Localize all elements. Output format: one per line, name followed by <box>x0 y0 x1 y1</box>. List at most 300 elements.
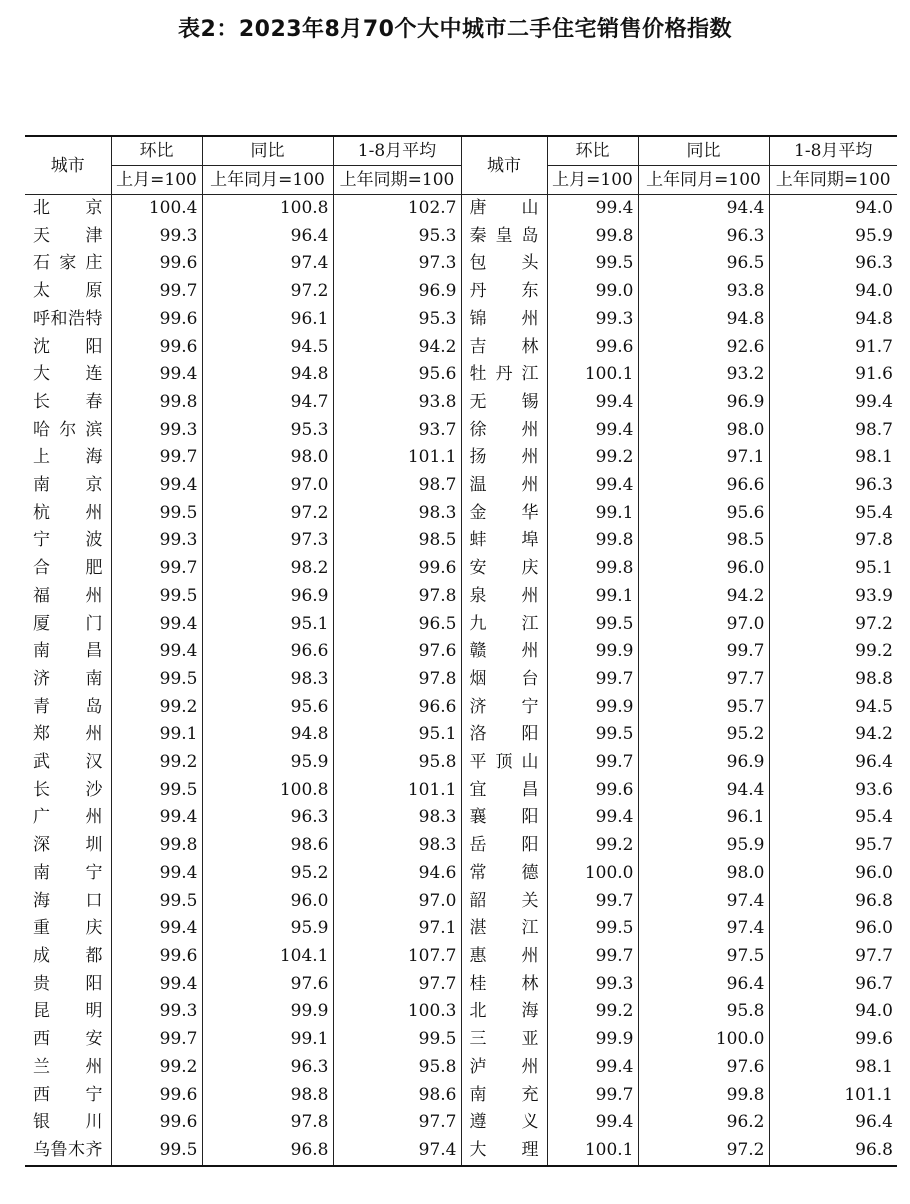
table-row <box>25 1026 897 1054</box>
avg-cell: 91.6 <box>769 361 897 389</box>
city-cell: 大连 <box>25 361 111 389</box>
table-row <box>25 1054 897 1082</box>
mom-cell: 99.4 <box>111 611 202 639</box>
yoy-cell: 94.4 <box>638 777 769 805</box>
city-cell: 济南 <box>25 666 111 694</box>
avg-cell: 96.9 <box>333 278 461 306</box>
table-row <box>25 666 897 694</box>
table-row <box>25 223 897 251</box>
yoy-base-right: 上年同月=100 <box>638 166 769 195</box>
yoy-cell: 98.5 <box>638 527 769 555</box>
mom-cell: 99.2 <box>547 998 638 1026</box>
city-cell: 乌鲁木齐 <box>25 1137 111 1166</box>
avg-cell: 95.3 <box>333 223 461 251</box>
yoy-cell: 94.4 <box>638 195 769 223</box>
avg-cell: 96.8 <box>769 1137 897 1166</box>
city-cell: 赣州 <box>461 638 547 666</box>
avg-cell: 96.6 <box>333 694 461 722</box>
yoy-cell: 97.8 <box>202 1109 333 1137</box>
avg-cell: 95.4 <box>769 500 897 528</box>
mom-cell: 99.4 <box>547 389 638 417</box>
avg-cell: 93.6 <box>769 777 897 805</box>
table-row <box>25 694 897 722</box>
avg-cell: 100.3 <box>333 998 461 1026</box>
mom-cell: 99.4 <box>111 472 202 500</box>
city-cell: 青岛 <box>25 694 111 722</box>
mom-cell: 99.8 <box>111 389 202 417</box>
city-cell: 济宁 <box>461 694 547 722</box>
yoy-cell: 96.6 <box>638 472 769 500</box>
mom-cell: 99.7 <box>111 555 202 583</box>
city-cell: 金华 <box>461 500 547 528</box>
city-cell: 贵阳 <box>25 971 111 999</box>
city-cell: 北海 <box>461 998 547 1026</box>
mom-base-left: 上月=100 <box>111 166 202 195</box>
table-row <box>25 638 897 666</box>
mom-cell: 100.1 <box>547 1137 638 1166</box>
yoy-cell: 96.0 <box>638 555 769 583</box>
table-row <box>25 527 897 555</box>
city-cell: 襄阳 <box>461 804 547 832</box>
yoy-cell: 93.8 <box>638 278 769 306</box>
avg-cell: 97.4 <box>333 1137 461 1166</box>
mom-cell: 99.7 <box>547 749 638 777</box>
city-cell: 西安 <box>25 1026 111 1054</box>
yoy-cell: 97.2 <box>202 500 333 528</box>
yoy-cell: 96.9 <box>638 749 769 777</box>
yoy-cell: 96.9 <box>638 389 769 417</box>
avg-cell: 97.8 <box>769 527 897 555</box>
mom-cell: 99.4 <box>547 1054 638 1082</box>
city-cell: 深圳 <box>25 832 111 860</box>
table-row <box>25 361 897 389</box>
city-cell: 宜昌 <box>461 777 547 805</box>
city-cell: 长春 <box>25 389 111 417</box>
mom-cell: 99.7 <box>547 1082 638 1110</box>
city-header-left: 城市 <box>25 136 111 195</box>
mom-cell: 99.6 <box>111 306 202 334</box>
yoy-cell: 98.0 <box>638 417 769 445</box>
avg-cell: 95.6 <box>333 361 461 389</box>
table-row <box>25 777 897 805</box>
city-cell: 银川 <box>25 1109 111 1137</box>
avg-cell: 97.8 <box>333 583 461 611</box>
city-cell: 福州 <box>25 583 111 611</box>
yoy-cell: 100.8 <box>202 777 333 805</box>
avg-cell: 94.6 <box>333 860 461 888</box>
yoy-cell: 97.1 <box>638 444 769 472</box>
city-cell: 沈阳 <box>25 334 111 362</box>
avg-cell: 93.8 <box>333 389 461 417</box>
city-cell: 泉州 <box>461 583 547 611</box>
city-cell: 遵义 <box>461 1109 547 1137</box>
yoy-cell: 92.6 <box>638 334 769 362</box>
avg-base-left: 上年同期=100 <box>333 166 461 195</box>
city-cell: 唐山 <box>461 195 547 223</box>
table-row <box>25 804 897 832</box>
yoy-cell: 96.1 <box>638 804 769 832</box>
mom-cell: 99.4 <box>111 361 202 389</box>
mom-cell: 99.6 <box>111 334 202 362</box>
avg-cell: 93.9 <box>769 583 897 611</box>
yoy-cell: 96.1 <box>202 306 333 334</box>
city-cell: 南充 <box>461 1082 547 1110</box>
city-cell: 成都 <box>25 943 111 971</box>
mom-cell: 99.1 <box>547 500 638 528</box>
yoy-cell: 97.3 <box>202 527 333 555</box>
mom-cell: 99.1 <box>111 721 202 749</box>
mom-cell: 99.5 <box>547 611 638 639</box>
table-body <box>25 195 897 1166</box>
mom-cell: 99.7 <box>111 278 202 306</box>
table-row <box>25 500 897 528</box>
yoy-cell: 94.2 <box>638 583 769 611</box>
yoy-cell: 104.1 <box>202 943 333 971</box>
avg-cell: 97.7 <box>333 971 461 999</box>
yoy-cell: 99.9 <box>202 998 333 1026</box>
yoy-cell: 97.6 <box>202 971 333 999</box>
city-cell: 锦州 <box>461 306 547 334</box>
avg-cell: 98.1 <box>769 444 897 472</box>
yoy-cell: 100.0 <box>638 1026 769 1054</box>
table-row <box>25 306 897 334</box>
city-cell: 韶关 <box>461 888 547 916</box>
yoy-cell: 95.6 <box>638 500 769 528</box>
city-cell: 牡丹江 <box>461 361 547 389</box>
city-cell: 蚌埠 <box>461 527 547 555</box>
avg-cell: 97.7 <box>333 1109 461 1137</box>
yoy-cell: 95.9 <box>202 915 333 943</box>
mom-cell: 99.5 <box>111 1137 202 1166</box>
table-row <box>25 583 897 611</box>
avg-cell: 96.5 <box>333 611 461 639</box>
mom-cell: 99.7 <box>547 666 638 694</box>
city-cell: 秦皇岛 <box>461 223 547 251</box>
city-cell: 安庆 <box>461 555 547 583</box>
table-row <box>25 278 897 306</box>
avg-cell: 97.6 <box>333 638 461 666</box>
city-cell: 温州 <box>461 472 547 500</box>
avg-cell: 95.7 <box>769 832 897 860</box>
avg-cell: 98.7 <box>769 417 897 445</box>
mom-cell: 99.1 <box>547 583 638 611</box>
yoy-cell: 99.7 <box>638 638 769 666</box>
mom-cell: 99.8 <box>547 555 638 583</box>
mom-cell: 99.5 <box>547 915 638 943</box>
mom-cell: 99.3 <box>111 223 202 251</box>
yoy-cell: 96.3 <box>202 804 333 832</box>
mom-header-right: 环比 <box>547 136 638 166</box>
city-cell: 扬州 <box>461 444 547 472</box>
yoy-cell: 99.1 <box>202 1026 333 1054</box>
mom-cell: 99.9 <box>547 638 638 666</box>
city-cell: 宁波 <box>25 527 111 555</box>
yoy-cell: 97.4 <box>638 915 769 943</box>
yoy-cell: 97.6 <box>638 1054 769 1082</box>
mom-cell: 99.4 <box>547 804 638 832</box>
city-cell: 杭州 <box>25 500 111 528</box>
avg-cell: 96.4 <box>769 749 897 777</box>
mom-cell: 99.0 <box>547 278 638 306</box>
city-cell: 南京 <box>25 472 111 500</box>
yoy-cell: 98.8 <box>202 1082 333 1110</box>
table-row <box>25 417 897 445</box>
avg-cell: 95.8 <box>333 749 461 777</box>
city-cell: 重庆 <box>25 915 111 943</box>
mom-cell: 99.4 <box>111 860 202 888</box>
avg-base-right: 上年同期=100 <box>769 166 897 195</box>
city-cell: 包头 <box>461 250 547 278</box>
table-row <box>25 611 897 639</box>
avg-cell: 94.5 <box>769 694 897 722</box>
table-row <box>25 971 897 999</box>
city-cell: 九江 <box>461 611 547 639</box>
avg-cell: 95.3 <box>333 306 461 334</box>
mom-cell: 99.2 <box>547 832 638 860</box>
city-header-right: 城市 <box>461 136 547 195</box>
city-cell: 南宁 <box>25 860 111 888</box>
yoy-cell: 96.3 <box>202 1054 333 1082</box>
yoy-cell: 95.9 <box>202 749 333 777</box>
city-cell: 兰州 <box>25 1054 111 1082</box>
yoy-cell: 98.6 <box>202 832 333 860</box>
price-index-table <box>25 135 897 1167</box>
table-row <box>25 998 897 1026</box>
mom-cell: 99.8 <box>547 223 638 251</box>
mom-cell: 99.6 <box>547 334 638 362</box>
mom-cell: 100.1 <box>547 361 638 389</box>
mom-cell: 99.5 <box>547 250 638 278</box>
table-row <box>25 334 897 362</box>
mom-cell: 99.7 <box>111 1026 202 1054</box>
table-row <box>25 943 897 971</box>
avg-cell: 96.4 <box>769 1109 897 1137</box>
yoy-cell: 96.4 <box>202 223 333 251</box>
mom-cell: 99.2 <box>547 444 638 472</box>
mom-cell: 99.3 <box>547 306 638 334</box>
avg-cell: 98.3 <box>333 500 461 528</box>
mom-cell: 99.5 <box>111 777 202 805</box>
avg-header-left: 1-8月平均 <box>333 136 461 166</box>
mom-cell: 99.6 <box>111 1109 202 1137</box>
yoy-cell: 95.2 <box>202 860 333 888</box>
yoy-cell: 95.9 <box>638 832 769 860</box>
mom-cell: 99.4 <box>111 915 202 943</box>
city-cell: 南昌 <box>25 638 111 666</box>
avg-cell: 97.3 <box>333 250 461 278</box>
mom-cell: 100.4 <box>111 195 202 223</box>
mom-cell: 99.4 <box>547 417 638 445</box>
city-cell: 三亚 <box>461 1026 547 1054</box>
yoy-cell: 96.8 <box>202 1137 333 1166</box>
avg-cell: 99.6 <box>769 1026 897 1054</box>
city-cell: 海口 <box>25 888 111 916</box>
avg-cell: 96.3 <box>769 250 897 278</box>
city-cell: 武汉 <box>25 749 111 777</box>
avg-cell: 96.7 <box>769 971 897 999</box>
table-row <box>25 721 897 749</box>
avg-cell: 101.1 <box>333 777 461 805</box>
avg-cell: 99.2 <box>769 638 897 666</box>
avg-cell: 98.3 <box>333 832 461 860</box>
yoy-cell: 95.8 <box>638 998 769 1026</box>
avg-cell: 97.0 <box>333 888 461 916</box>
table-row <box>25 555 897 583</box>
mom-cell: 99.4 <box>547 472 638 500</box>
table-row <box>25 915 897 943</box>
mom-cell: 99.4 <box>111 971 202 999</box>
mom-cell: 99.2 <box>111 749 202 777</box>
table-row <box>25 1137 897 1166</box>
mom-cell: 99.3 <box>547 971 638 999</box>
yoy-cell: 96.6 <box>202 638 333 666</box>
table-row <box>25 1109 897 1137</box>
yoy-cell: 96.0 <box>202 888 333 916</box>
mom-cell: 99.3 <box>111 527 202 555</box>
mom-cell: 99.7 <box>547 888 638 916</box>
avg-cell: 94.8 <box>769 306 897 334</box>
mom-cell: 99.2 <box>111 694 202 722</box>
avg-cell: 94.2 <box>333 334 461 362</box>
city-cell: 桂林 <box>461 971 547 999</box>
yoy-cell: 97.0 <box>202 472 333 500</box>
avg-cell: 95.1 <box>333 721 461 749</box>
avg-cell: 95.4 <box>769 804 897 832</box>
city-cell: 烟台 <box>461 666 547 694</box>
avg-cell: 97.8 <box>333 666 461 694</box>
mom-cell: 99.5 <box>111 666 202 694</box>
mom-cell: 99.6 <box>111 943 202 971</box>
city-cell: 常德 <box>461 860 547 888</box>
avg-cell: 98.3 <box>333 804 461 832</box>
table-row <box>25 444 897 472</box>
mom-cell: 99.7 <box>547 943 638 971</box>
yoy-cell: 96.2 <box>638 1109 769 1137</box>
avg-cell: 91.7 <box>769 334 897 362</box>
avg-cell: 96.8 <box>769 888 897 916</box>
avg-cell: 99.6 <box>333 555 461 583</box>
mom-header-left: 环比 <box>111 136 202 166</box>
table-row <box>25 749 897 777</box>
avg-cell: 99.5 <box>333 1026 461 1054</box>
mom-cell: 99.5 <box>111 500 202 528</box>
table-row <box>25 832 897 860</box>
avg-cell: 98.7 <box>333 472 461 500</box>
yoy-cell: 97.7 <box>638 666 769 694</box>
yoy-cell: 97.4 <box>638 888 769 916</box>
avg-cell: 94.2 <box>769 721 897 749</box>
city-cell: 岳阳 <box>461 832 547 860</box>
city-cell: 天津 <box>25 223 111 251</box>
avg-cell: 102.7 <box>333 195 461 223</box>
avg-cell: 93.7 <box>333 417 461 445</box>
yoy-cell: 96.3 <box>638 223 769 251</box>
yoy-cell: 96.5 <box>638 250 769 278</box>
city-cell: 北京 <box>25 195 111 223</box>
city-cell: 长沙 <box>25 777 111 805</box>
table-row <box>25 250 897 278</box>
yoy-cell: 95.7 <box>638 694 769 722</box>
mom-cell: 99.3 <box>111 998 202 1026</box>
yoy-cell: 97.5 <box>638 943 769 971</box>
avg-cell: 101.1 <box>769 1082 897 1110</box>
table-row <box>25 1082 897 1110</box>
avg-cell: 95.1 <box>769 555 897 583</box>
yoy-cell: 98.2 <box>202 555 333 583</box>
table-row <box>25 195 897 223</box>
avg-cell: 96.0 <box>769 860 897 888</box>
avg-cell: 98.6 <box>333 1082 461 1110</box>
table-row <box>25 472 897 500</box>
yoy-cell: 94.7 <box>202 389 333 417</box>
avg-cell: 95.9 <box>769 223 897 251</box>
mom-cell: 100.0 <box>547 860 638 888</box>
mom-cell: 99.4 <box>111 638 202 666</box>
city-cell: 昆明 <box>25 998 111 1026</box>
avg-cell: 98.8 <box>769 666 897 694</box>
yoy-cell: 97.0 <box>638 611 769 639</box>
avg-cell: 94.0 <box>769 278 897 306</box>
yoy-cell: 96.4 <box>638 971 769 999</box>
city-cell: 无锡 <box>461 389 547 417</box>
yoy-cell: 94.8 <box>202 721 333 749</box>
mom-cell: 99.4 <box>547 195 638 223</box>
avg-cell: 97.7 <box>769 943 897 971</box>
avg-cell: 98.5 <box>333 527 461 555</box>
city-cell: 泸州 <box>461 1054 547 1082</box>
mom-cell: 99.4 <box>547 1109 638 1137</box>
mom-cell: 99.4 <box>111 804 202 832</box>
mom-cell: 99.6 <box>547 777 638 805</box>
yoy-cell: 97.2 <box>202 278 333 306</box>
city-cell: 太原 <box>25 278 111 306</box>
avg-cell: 96.0 <box>769 915 897 943</box>
mom-cell: 99.2 <box>111 1054 202 1082</box>
avg-cell: 107.7 <box>333 943 461 971</box>
avg-cell: 95.8 <box>333 1054 461 1082</box>
yoy-cell: 98.3 <box>202 666 333 694</box>
avg-cell: 94.0 <box>769 195 897 223</box>
yoy-cell: 95.6 <box>202 694 333 722</box>
yoy-cell: 95.1 <box>202 611 333 639</box>
table-title: 表2：2023年8月70个大中城市二手住宅销售价格指数 <box>178 17 732 42</box>
city-cell: 哈尔滨 <box>25 417 111 445</box>
city-cell: 石家庄 <box>25 250 111 278</box>
yoy-cell: 97.4 <box>202 250 333 278</box>
mom-cell: 99.5 <box>111 888 202 916</box>
avg-header-right: 1-8月平均 <box>769 136 897 166</box>
yoy-header-left: 同比 <box>202 136 333 166</box>
yoy-cell: 94.8 <box>202 361 333 389</box>
city-cell: 吉林 <box>461 334 547 362</box>
avg-cell: 97.2 <box>769 611 897 639</box>
mom-cell: 99.8 <box>111 832 202 860</box>
city-cell: 郑州 <box>25 721 111 749</box>
city-cell: 西宁 <box>25 1082 111 1110</box>
avg-cell: 99.4 <box>769 389 897 417</box>
yoy-base-left: 上年同月=100 <box>202 166 333 195</box>
city-cell: 湛江 <box>461 915 547 943</box>
mom-cell: 99.5 <box>111 583 202 611</box>
city-cell: 洛阳 <box>461 721 547 749</box>
mom-cell: 99.9 <box>547 694 638 722</box>
yoy-cell: 99.8 <box>638 1082 769 1110</box>
table-row <box>25 389 897 417</box>
mom-cell: 99.5 <box>547 721 638 749</box>
avg-cell: 101.1 <box>333 444 461 472</box>
yoy-cell: 97.2 <box>638 1137 769 1166</box>
mom-cell: 99.9 <box>547 1026 638 1054</box>
